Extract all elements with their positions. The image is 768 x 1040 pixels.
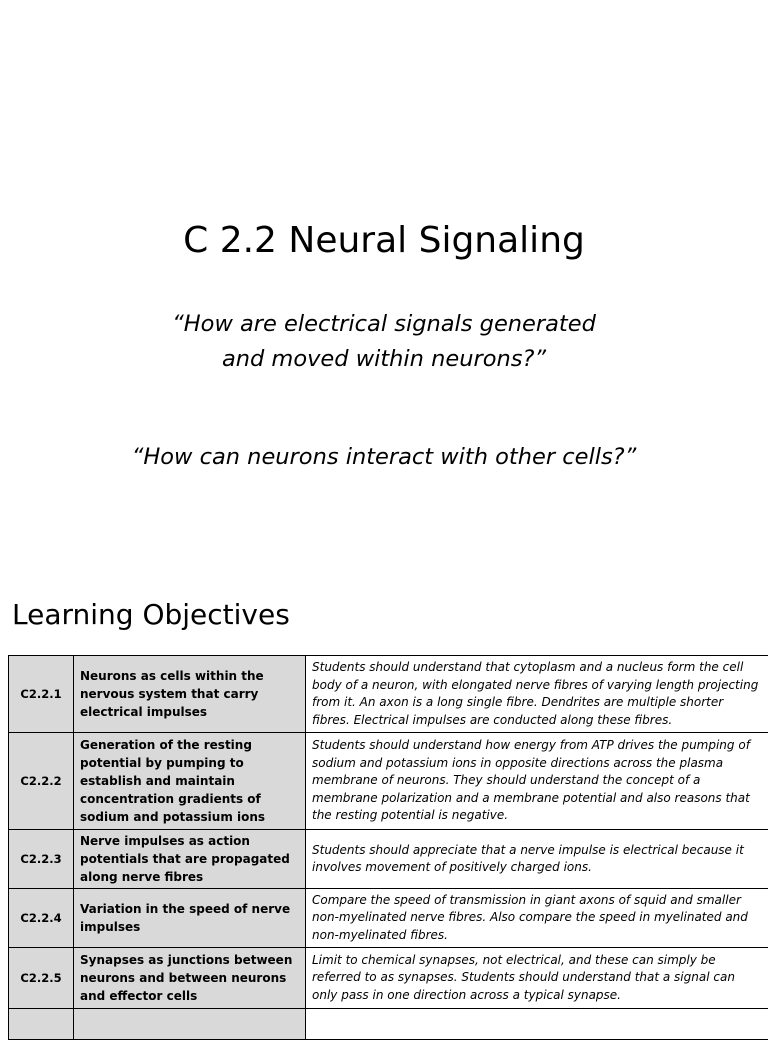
objective-guidance: Limit to chemical synapses, not electrical, and these can simply be referred to as synapses. Students should understand that a signal can only pass in one direction across a typical synapse.	[306, 948, 768, 1009]
objective-code: C2.2.5	[9, 948, 74, 1009]
table-row	[9, 656, 768, 733]
guiding-question-1-line-1: “How are electrical signals generated	[0, 307, 768, 342]
objective-guidance: Students should understand that cytoplasm and a nucleus form the cell body of a neuron, with elongated nerve fibres of varying length projecting from it. An axon is a long single fibre. Dendrites are multiple shorter fibres. Electrical impulses are conducted along these fibres.	[306, 656, 768, 733]
guiding-question-1-line-2: and moved within neurons?”	[0, 342, 768, 377]
guiding-question-2: “How can neurons interact with other cells?”	[0, 440, 768, 475]
page-title: C 2.2 Neural Signaling	[0, 216, 768, 266]
objective-topic: Variation in the speed of nerve impulses	[74, 889, 306, 948]
learning-objectives-table	[8, 655, 768, 1040]
guiding-question-1	[0, 307, 768, 377]
objective-topic: Synapses as junctions between neurons and between neurons and effector cells	[74, 948, 306, 1009]
table-row	[9, 830, 768, 889]
table-row-partial	[9, 1009, 768, 1040]
objective-guidance: Students should appreciate that a nerve impulse is electrical because it involves movement of positively charged ions.	[306, 830, 768, 889]
objective-guidance-cut-off	[306, 1009, 768, 1040]
objective-topic: Neurons as cells within the nervous system that carry electrical impulses	[74, 656, 306, 733]
objective-code-cut-off	[9, 1009, 74, 1040]
objective-guidance: Students should understand how energy from ATP drives the pumping of sodium and potassium ions in opposite directions across the plasma membrane of neurons. They should understand the concept of a membrane polarization and a membrane potential and also reasons that the resting potential is negative.	[306, 733, 768, 830]
objective-code: C2.2.1	[9, 656, 74, 733]
objective-code: C2.2.4	[9, 889, 74, 948]
table-row	[9, 948, 768, 1009]
table-row	[9, 733, 768, 830]
table-row	[9, 889, 768, 948]
objective-code: C2.2.3	[9, 830, 74, 889]
objective-topic: Nerve impulses as action potentials that are propagated along nerve fibres	[74, 830, 306, 889]
objective-guidance: Compare the speed of transmission in giant axons of squid and smaller non-myelinated nerve fibres. Also compare the speed in myelinated and non-myelinated fibres.	[306, 889, 768, 948]
objective-topic-cut-off	[74, 1009, 306, 1040]
objective-topic: Generation of the resting potential by pumping to establish and maintain concentration gradients of sodium and potassium ions	[74, 733, 306, 830]
objective-code: C2.2.2	[9, 733, 74, 830]
section-heading: Learning Objectives	[12, 593, 290, 637]
